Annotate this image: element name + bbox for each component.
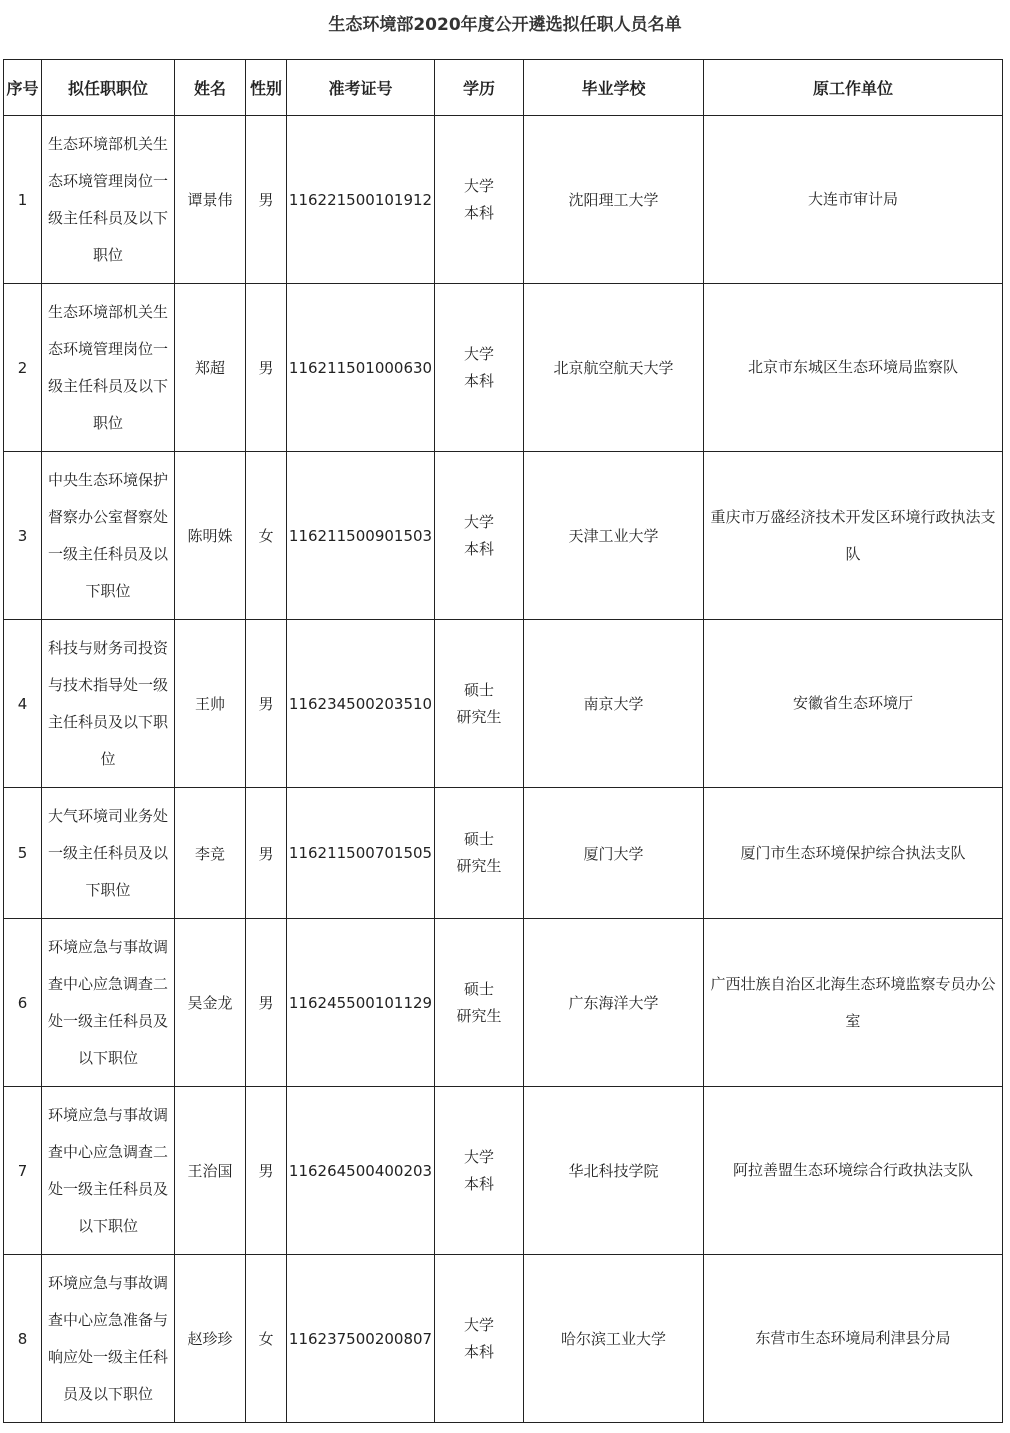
cell-exam-id: 116211500701505 (287, 788, 435, 919)
cell-position: 生态环境部机关生态环境管理岗位一级主任科员及以下职位 (42, 116, 175, 284)
cell-original-unit: 安徽省生态环境厅 (704, 620, 1003, 788)
cell-original-unit: 东营市生态环境局利津县分局 (704, 1255, 1003, 1423)
cell-exam-id: 116211500901503 (287, 452, 435, 620)
cell-exam-id: 116264500400203 (287, 1087, 435, 1255)
table-row (4, 1255, 1003, 1423)
cell-no: 8 (4, 1255, 42, 1423)
cell-education: 大学 本科 (435, 284, 524, 452)
table-row (4, 116, 1003, 284)
cell-no: 4 (4, 620, 42, 788)
header-gender: 性别 (246, 60, 287, 116)
cell-school: 北京航空航天大学 (524, 284, 704, 452)
cell-position: 环境应急与事故调查中心应急准备与响应处一级主任科员及以下职位 (42, 1255, 175, 1423)
cell-school: 南京大学 (524, 620, 704, 788)
cell-no: 2 (4, 284, 42, 452)
header-position: 拟任职职位 (42, 60, 175, 116)
cell-name: 赵珍珍 (175, 1255, 246, 1423)
cell-exam-id: 116245500101129 (287, 919, 435, 1087)
cell-original-unit: 大连市审计局 (704, 116, 1003, 284)
cell-no: 5 (4, 788, 42, 919)
table-row (4, 919, 1003, 1087)
cell-name: 王帅 (175, 620, 246, 788)
cell-exam-id: 116237500200807 (287, 1255, 435, 1423)
cell-gender: 女 (246, 452, 287, 620)
cell-no: 6 (4, 919, 42, 1087)
cell-position: 生态环境部机关生态环境管理岗位一级主任科员及以下职位 (42, 284, 175, 452)
cell-school: 厦门大学 (524, 788, 704, 919)
header-original-unit: 原工作单位 (704, 60, 1003, 116)
cell-name: 陈明姝 (175, 452, 246, 620)
cell-education: 硕士 研究生 (435, 620, 524, 788)
cell-original-unit: 厦门市生态环境保护综合执法支队 (704, 788, 1003, 919)
cell-name: 郑超 (175, 284, 246, 452)
cell-original-unit: 广西壮族自治区北海生态环境监察专员办公室 (704, 919, 1003, 1087)
cell-education: 大学 本科 (435, 1087, 524, 1255)
header-education: 学历 (435, 60, 524, 116)
cell-school: 天津工业大学 (524, 452, 704, 620)
cell-gender: 男 (246, 620, 287, 788)
cell-school: 沈阳理工大学 (524, 116, 704, 284)
table-row (4, 788, 1003, 919)
cell-education: 硕士 研究生 (435, 919, 524, 1087)
table-row (4, 284, 1003, 452)
cell-gender: 男 (246, 1087, 287, 1255)
cell-position: 环境应急与事故调查中心应急调查二处一级主任科员及以下职位 (42, 919, 175, 1087)
cell-no: 1 (4, 116, 42, 284)
cell-gender: 男 (246, 284, 287, 452)
table-row (4, 1087, 1003, 1255)
cell-original-unit: 重庆市万盛经济技术开发区环境行政执法支队 (704, 452, 1003, 620)
cell-education: 大学 本科 (435, 452, 524, 620)
cell-gender: 男 (246, 919, 287, 1087)
header-name: 姓名 (175, 60, 246, 116)
header-exam-id: 准考证号 (287, 60, 435, 116)
cell-education: 大学 本科 (435, 116, 524, 284)
cell-exam-id: 116221500101912 (287, 116, 435, 284)
cell-education: 大学 本科 (435, 1255, 524, 1423)
table-row (4, 452, 1003, 620)
cell-name: 谭景伟 (175, 116, 246, 284)
cell-original-unit: 阿拉善盟生态环境综合行政执法支队 (704, 1087, 1003, 1255)
cell-name: 吴金龙 (175, 919, 246, 1087)
cell-position: 中央生态环境保护督察办公室督察处一级主任科员及以下职位 (42, 452, 175, 620)
header-school: 毕业学校 (524, 60, 704, 116)
table-row (4, 620, 1003, 788)
cell-gender: 男 (246, 116, 287, 284)
cell-exam-id: 116211501000630 (287, 284, 435, 452)
cell-no: 7 (4, 1087, 42, 1255)
cell-no: 3 (4, 452, 42, 620)
cell-school: 广东海洋大学 (524, 919, 704, 1087)
cell-exam-id: 116234500203510 (287, 620, 435, 788)
cell-position: 科技与财务司投资与技术指导处一级主任科员及以下职位 (42, 620, 175, 788)
cell-gender: 男 (246, 788, 287, 919)
cell-gender: 女 (246, 1255, 287, 1423)
candidate-table (3, 59, 1003, 1423)
cell-position: 大气环境司业务处一级主任科员及以下职位 (42, 788, 175, 919)
header-row (4, 60, 1003, 116)
cell-position: 环境应急与事故调查中心应急调查二处一级主任科员及以下职位 (42, 1087, 175, 1255)
header-no: 序号 (4, 60, 42, 116)
cell-original-unit: 北京市东城区生态环境局监察队 (704, 284, 1003, 452)
cell-education: 硕士 研究生 (435, 788, 524, 919)
cell-name: 李竞 (175, 788, 246, 919)
cell-school: 华北科技学院 (524, 1087, 704, 1255)
cell-school: 哈尔滨工业大学 (524, 1255, 704, 1423)
cell-name: 王治国 (175, 1087, 246, 1255)
page-title: 生态环境部2020年度公开遴选拟任职人员名单 (328, 15, 682, 35)
